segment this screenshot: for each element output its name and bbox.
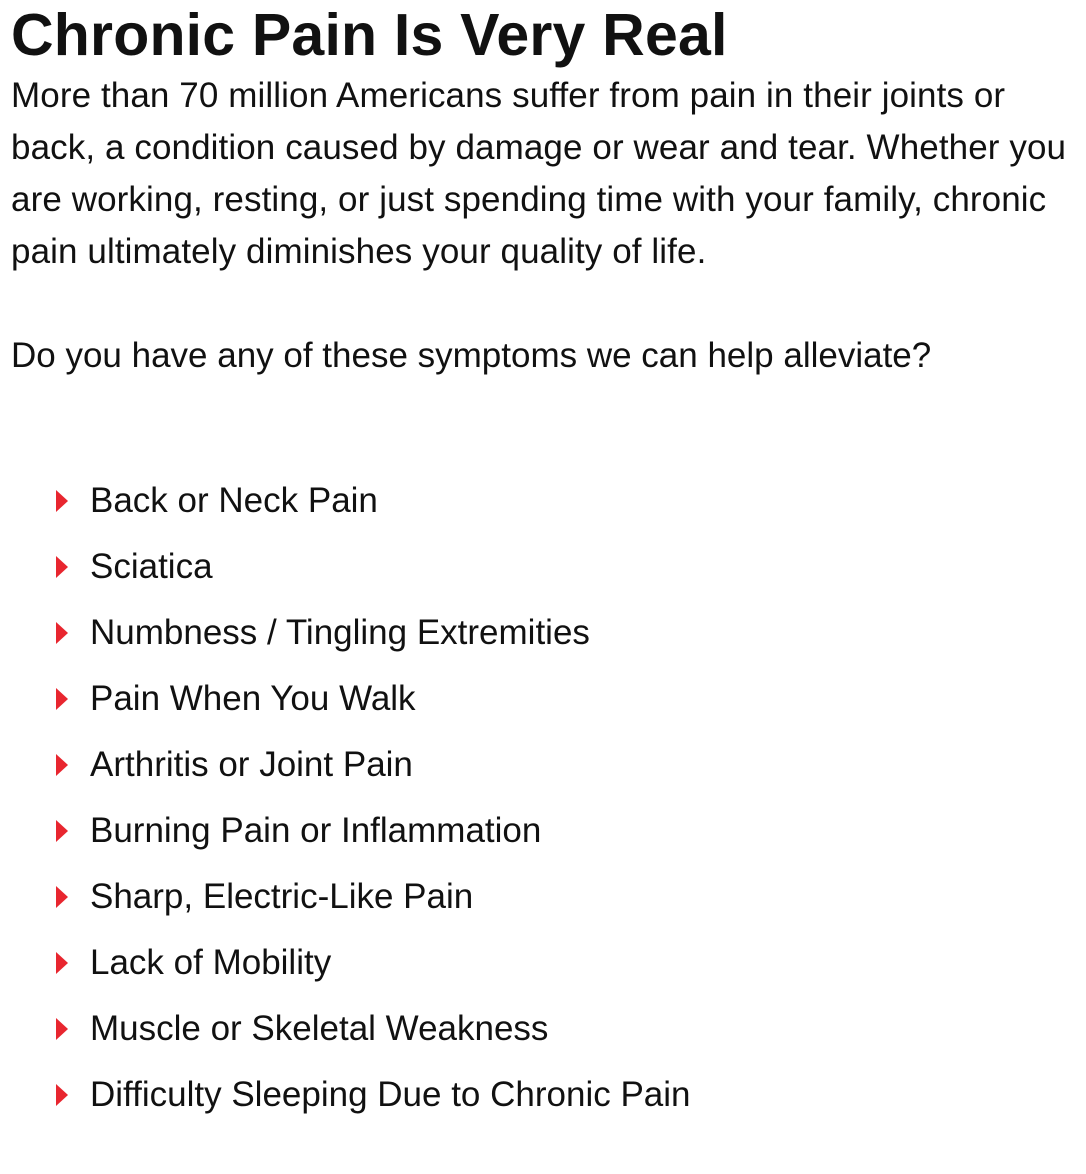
list-item xyxy=(11,996,1081,1062)
page-title: Chronic Pain Is Very Real xyxy=(11,2,728,68)
list-item-label: Back or Neck Pain xyxy=(90,481,378,520)
caret-right-icon xyxy=(56,556,68,578)
symptoms-question: Do you have any of these symptoms we can help alleviate? xyxy=(11,336,932,375)
list-item xyxy=(11,468,1081,534)
list-item-label: Sharp, Electric-Like Pain xyxy=(90,877,474,916)
caret-right-icon xyxy=(56,754,68,776)
list-item-label: Burning Pain or Inflammation xyxy=(90,811,542,850)
list-item xyxy=(11,666,1081,732)
list-item xyxy=(11,732,1081,798)
list-item-label: Muscle or Skeletal Weakness xyxy=(90,1009,549,1048)
caret-right-icon xyxy=(56,820,68,842)
symptom-list xyxy=(11,468,1081,1128)
list-item-label: Difficulty Sleeping Due to Chronic Pain xyxy=(90,1075,691,1114)
list-item-label: Pain When You Walk xyxy=(90,679,416,718)
content-section xyxy=(11,0,1081,1128)
list-item xyxy=(11,600,1081,666)
list-item xyxy=(11,930,1081,996)
caret-right-icon xyxy=(56,886,68,908)
list-item-label: Numbness / Tingling Extremities xyxy=(90,613,590,652)
list-item-label: Arthritis or Joint Pain xyxy=(90,745,413,784)
list-item xyxy=(11,1062,1081,1128)
list-item xyxy=(11,798,1081,864)
intro-paragraph: More than 70 million Americans suffer from pain in their joints or back, a condition caused by damage or wear and tear. Whether you are working, resting, or just spending time with your family, chronic pain ultimately diminishes your quality of life. xyxy=(11,76,1067,271)
list-item xyxy=(11,534,1081,600)
list-item xyxy=(11,864,1081,930)
caret-right-icon xyxy=(56,1018,68,1040)
list-item-label: Sciatica xyxy=(90,547,213,586)
list-item-label: Lack of Mobility xyxy=(90,943,332,982)
caret-right-icon xyxy=(56,952,68,974)
caret-right-icon xyxy=(56,688,68,710)
caret-right-icon xyxy=(56,1084,68,1106)
caret-right-icon xyxy=(56,490,68,512)
caret-right-icon xyxy=(56,622,68,644)
